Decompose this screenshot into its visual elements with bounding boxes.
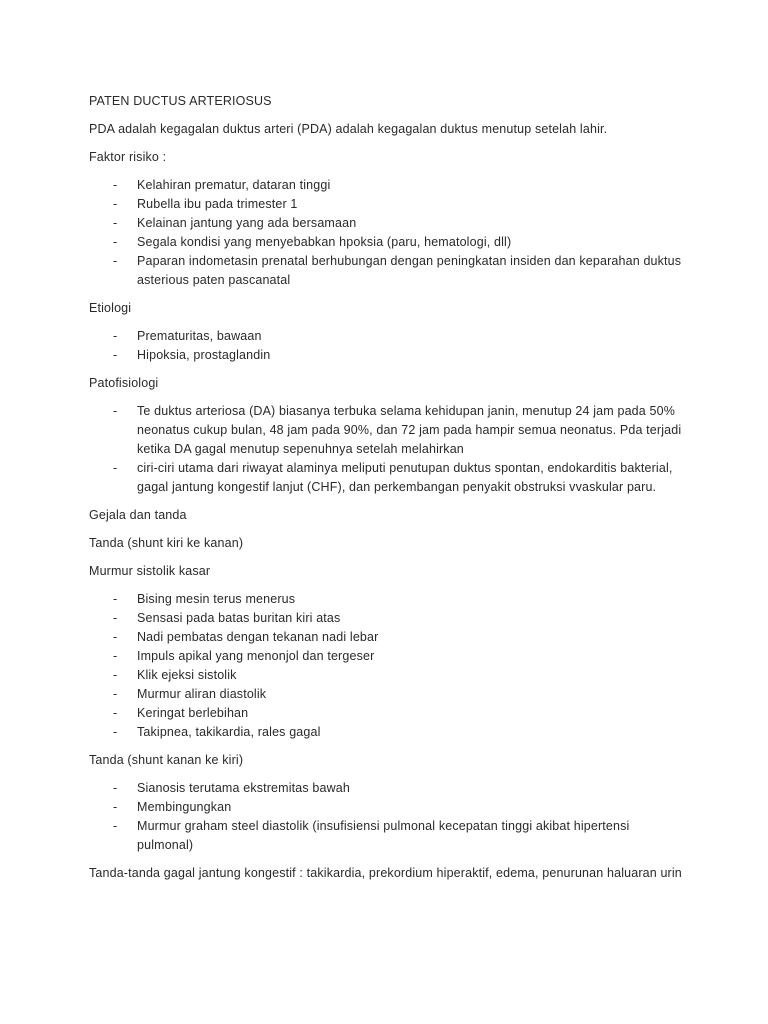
- dash-bullet: -: [113, 611, 118, 625]
- list-item: [89, 704, 689, 723]
- etiologi-heading: Etiologi: [89, 301, 132, 315]
- list-item: [89, 817, 689, 855]
- dash-bullet: -: [113, 404, 118, 418]
- list-item: [89, 666, 689, 685]
- page-title: PATEN DUCTUS ARTERIOSUS: [89, 94, 272, 108]
- list-item-text: Impuls apikal yang menonjol dan tergeser: [137, 649, 375, 663]
- list-item-text: ciri-ciri utama dari riwayat alaminya meliputi penutupan duktus spontan, endokarditis bakterial, gagal jantung kongestif lanjut (CHF), dan perkembangan penyakit obstruksi vvaskular paru.: [137, 461, 673, 494]
- tanda-kanan-kiri-list: [89, 779, 689, 855]
- gagal-jantung-paragraph: Tanda-tanda gagal jantung kongestif : takikardia, prekordium hiperaktif, edema, penurunan haluaran urin: [89, 866, 682, 880]
- list-item-text: Paparan indometasin prenatal berhubungan dengan peningkatan insiden dan keparahan duktus asterious paten pascanatal: [137, 254, 682, 287]
- list-item-text: Takipnea, takikardia, rales gagal: [137, 725, 321, 739]
- list-item-text: Klik ejeksi sistolik: [137, 668, 237, 682]
- patofisiologi-heading: Patofisiologi: [89, 376, 159, 390]
- list-item-text: Murmur graham steel diastolik (insufisiensi pulmonal kecepatan tinggi akibat hipertensi pulmonal): [137, 819, 630, 852]
- list-item-text: Sensasi pada batas buritan kiri atas: [137, 611, 341, 625]
- dash-bullet: -: [113, 254, 118, 268]
- list-item-text: Te duktus arteriosa (DA) biasanya terbuka selama kehidupan janin, menutup 24 jam pada 50% neonatus cukup bulan, 48 jam pada 90%, dan 72 jam pada hampir semua neonatus. Pda terjadi ketika DA gagal menutup sepenuhnya setelah melahirkan: [137, 404, 682, 456]
- dash-bullet: -: [113, 178, 118, 192]
- list-item-text: Hipoksia, prostaglandin: [137, 348, 271, 362]
- dash-bullet: -: [113, 216, 118, 230]
- list-item-text: Prematuritas, bawaan: [137, 329, 262, 343]
- dash-bullet: -: [113, 235, 118, 249]
- list-item: [89, 590, 689, 609]
- dash-bullet: -: [113, 819, 118, 833]
- list-item: [89, 233, 689, 252]
- list-item: [89, 214, 689, 233]
- list-item: [89, 459, 689, 497]
- tanda-kanan-kiri-heading: Tanda (shunt kanan ke kiri): [89, 753, 244, 767]
- list-item-text: Kelainan jantung yang ada bersamaan: [137, 216, 357, 230]
- dash-bullet: -: [113, 461, 118, 475]
- faktor-risiko-list: [89, 176, 689, 290]
- dash-bullet: -: [113, 687, 118, 701]
- list-item-text: Murmur aliran diastolik: [137, 687, 267, 701]
- list-item: [89, 779, 689, 798]
- dash-bullet: -: [113, 800, 118, 814]
- list-item: [89, 628, 689, 647]
- dash-bullet: -: [113, 592, 118, 606]
- list-item-text: Segala kondisi yang menyebabkan hpoksia (paru, hematologi, dll): [137, 235, 512, 249]
- dash-bullet: -: [113, 329, 118, 343]
- list-item: [89, 723, 689, 742]
- list-item: [89, 402, 689, 459]
- intro-paragraph: PDA adalah kegagalan duktus arteri (PDA) adalah kegagalan duktus menutup setelah lahir.: [89, 122, 608, 136]
- gejala-heading: Gejala dan tanda: [89, 508, 187, 522]
- list-item: [89, 798, 689, 817]
- list-item: [89, 252, 689, 290]
- list-item: [89, 327, 689, 346]
- list-item: [89, 609, 689, 628]
- murmur-heading: Murmur sistolik kasar: [89, 564, 211, 578]
- dash-bullet: -: [113, 197, 118, 211]
- dash-bullet: -: [113, 706, 118, 720]
- list-item: [89, 346, 689, 365]
- document-body: [89, 92, 689, 892]
- list-item: [89, 195, 689, 214]
- faktor-risiko-heading: Faktor risiko :: [89, 150, 167, 164]
- dash-bullet: -: [113, 649, 118, 663]
- list-item-text: Keringat berlebihan: [137, 706, 249, 720]
- list-item: [89, 647, 689, 666]
- list-item-text: Sianosis terutama ekstremitas bawah: [137, 781, 350, 795]
- murmur-list: [89, 590, 689, 742]
- patofisiologi-list: [89, 402, 689, 497]
- list-item: [89, 176, 689, 195]
- list-item-text: Membingungkan: [137, 800, 232, 814]
- list-item-text: Kelahiran prematur, dataran tinggi: [137, 178, 331, 192]
- tanda-kiri-kanan-heading: Tanda (shunt kiri ke kanan): [89, 536, 244, 550]
- list-item: [89, 685, 689, 704]
- list-item-text: Rubella ibu pada trimester 1: [137, 197, 298, 211]
- dash-bullet: -: [113, 781, 118, 795]
- list-item-text: Nadi pembatas dengan tekanan nadi lebar: [137, 630, 379, 644]
- dash-bullet: -: [113, 630, 118, 644]
- dash-bullet: -: [113, 725, 118, 739]
- dash-bullet: -: [113, 348, 118, 362]
- list-item-text: Bising mesin terus menerus: [137, 592, 296, 606]
- etiologi-list: [89, 327, 689, 365]
- dash-bullet: -: [113, 668, 118, 682]
